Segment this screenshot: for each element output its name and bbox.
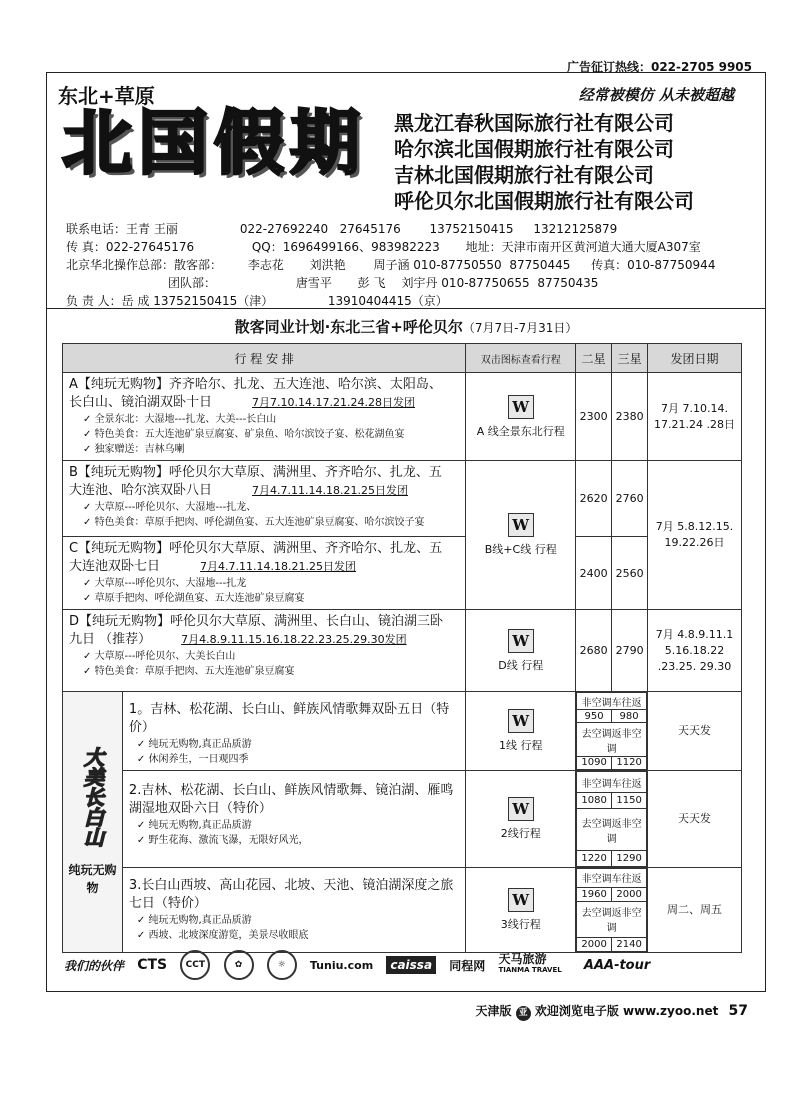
tuniu-logo: Tuniu.com: [309, 958, 374, 972]
price-label: 非空调车往返: [577, 772, 647, 793]
manager: 负 责 人：岳 成 13752150415（津）: [66, 294, 274, 308]
price-three-star: 2000: [612, 887, 647, 901]
company-list: [394, 110, 694, 214]
partners-label: 我们的伙伴: [64, 958, 125, 973]
price-three-star: 2560: [612, 537, 648, 610]
staff-name: 李志花: [247, 258, 284, 272]
route-title: A【纯玩无购物】齐齐哈尔、扎龙、五大连池、哈尔滨、太阳岛、: [69, 377, 442, 392]
route-title: 湖湿地双卧六日（特价）: [128, 801, 272, 816]
price-two-star: 2000: [577, 937, 612, 951]
table-row: [63, 461, 742, 537]
route-highlight: 大草原---呼伦贝尔、大湿地---扎龙、: [94, 502, 257, 513]
address: 地址：天津市南开区黄河道大通大厦A307室: [465, 240, 701, 254]
route-a: A【纯玩无购物】齐齐哈尔、扎龙、五大连池、哈尔滨、太阳岛、 长白山、镜泊湖双卧十日 7月7.10.14.17.21.24.28日发团 ✓ 全景东北：大湿地---扎龙、大美---长白山 ✓ 特色美食：五大连池矿泉豆腐宴、矿泉鱼、哈尔滨饺子宴、松花湖鱼宴 ✓ 独家赠送：吉林乌喇: [63, 373, 466, 461]
table-row: [63, 373, 742, 461]
tianma-logo: [498, 954, 570, 976]
slogan: 经常被模仿 从未被超越: [578, 86, 734, 104]
partner-logos: [64, 950, 744, 984]
fax: 传 真：022-27645176: [66, 240, 195, 254]
price-label: 非空调车往返: [577, 869, 647, 888]
price-label: 去空调返非空调: [577, 809, 647, 850]
route-title: 大连池双卧七日: [69, 559, 161, 574]
team-dept-label: 团队部：: [168, 276, 217, 290]
contact-phone: 13212125879: [533, 222, 618, 236]
departure-dates: 7月 5.8.12.15. 19.22.26日: [648, 461, 742, 610]
website-link[interactable]: 欢迎浏览电子版 www.zyoo.net: [534, 1004, 719, 1018]
company-name: 黑龙江春秋国际旅行社有限公司: [394, 111, 674, 135]
route-highlight: 大草原---呼伦贝尔、大湿地---扎龙: [94, 578, 247, 589]
price-two-star: 1220: [577, 850, 612, 866]
price-three-star: 980: [612, 710, 647, 723]
departure-dates: 天天发: [648, 692, 742, 771]
route-highlight: 全景东北：大湿地---扎龙、大美---长白山: [94, 414, 277, 425]
plan-dates: （7月7日-7月31日）: [462, 321, 578, 335]
departure-dates: 天天发: [648, 771, 742, 868]
footer: [475, 1002, 748, 1021]
route-title: 九日 （推荐）: [69, 632, 152, 647]
partner-logo-icon: ✿: [224, 950, 254, 980]
itinerary-link-2[interactable]: [466, 771, 576, 868]
route-title: B【纯玩无购物】呼伦贝尔大草原、满洲里、齐齐哈尔、扎龙、五: [69, 465, 442, 480]
brand-title: 北国假期: [62, 102, 366, 184]
ad-hotline: 广告征订热线：022-2705 9905: [566, 60, 752, 74]
itinerary-table: [62, 343, 742, 953]
header-two-star: 二星: [576, 344, 612, 373]
route-highlight: 独家赠送：吉林乌喇: [94, 444, 185, 455]
contact-phone: 13752150415: [429, 222, 514, 236]
table-header: [63, 344, 742, 373]
price-three-star: 1150: [612, 793, 647, 809]
contact-phone: 27645176: [339, 222, 401, 236]
route-title: D【纯玩无购物】呼伦贝尔大草原、满洲里、长白山、镜泊湖三卧: [69, 614, 444, 629]
price-two-star: 2620: [576, 461, 612, 537]
divider: [46, 308, 766, 309]
price-grid: [576, 692, 648, 771]
price-label: 非空调车往返: [577, 693, 647, 710]
departure-dates: 周二、周五: [648, 868, 742, 953]
icon-caption: D线 行程: [498, 658, 544, 672]
staff-phone: 周子涵 010-87750550: [373, 258, 502, 272]
icon-caption: B线+C线 行程: [484, 543, 557, 556]
contact-block: [66, 220, 715, 310]
side-vertical-title: 大美长白山: [80, 747, 105, 847]
beijing-fax: 传真：010-87750944: [591, 258, 716, 272]
route-highlight: 西坡、北坡深度游览，美景尽收眼底: [148, 930, 309, 941]
departure-dates: 7月 7.10.14. 17.21.24 .28日: [648, 373, 742, 461]
route-highlight: 特色美食：草原手把肉、呼伦湖鱼宴、五大连池矿泉豆腐宴、哈尔滨饺子宴: [94, 517, 425, 528]
caissa-logo: caissa: [386, 956, 436, 974]
staff-phone: 87750445: [509, 258, 571, 272]
table-row: [63, 771, 742, 868]
price-two-star: 1080: [577, 793, 612, 809]
route-title: 1。吉林、松花湖、长白山、鲜族风情歌舞双卧五日（特价）: [128, 702, 450, 735]
cts-logo: CTS: [137, 957, 168, 973]
route-title: 大连池、哈尔滨双卧八日: [69, 483, 213, 498]
itinerary-link-d[interactable]: [466, 610, 576, 692]
cct-logo: CCT: [180, 950, 210, 980]
route-cb-2: 2.吉林、松花湖、长白山、鲜族风情歌舞、镜泊湖、雁鸣 湖湿地双卧六日（特价） ✓ 纯玩无购物,真正品质游 ✓ 野生花海、激流飞瀑，无限好风光，: [122, 771, 465, 868]
contact-phone: 022-27692240: [239, 222, 329, 236]
header-route: 行 程 安 排: [63, 344, 466, 373]
route-cb-1: 1。吉林、松花湖、长白山、鲜族风情歌舞双卧五日（特价） ✓ 纯玩无购物,真正品质游 ✓ 休闲养生，一日观四季: [122, 692, 465, 771]
route-departure: 7月4.7.11.14.18.21.25日发团: [252, 484, 408, 497]
price-grid: [576, 771, 648, 868]
price-three-star: 2140: [612, 937, 647, 951]
company-name: 吉林北国假期旅行社有限公司: [394, 163, 654, 187]
route-title: 长白山、镜泊湖双卧十日: [69, 395, 213, 410]
route-departure: 7月4.7.11.14.18.21.25日发团: [200, 560, 356, 573]
table-row: [63, 692, 742, 771]
route-highlight: 特色美食：草原手把肉、五大连池矿泉豆腐宴: [94, 666, 295, 677]
route-highlight: 纯玩无购物,真正品质游: [148, 820, 252, 831]
staff-phone: 刘宇丹 010-87750655: [401, 276, 530, 290]
partner-logo-icon: ☼: [267, 950, 297, 980]
price-three-star: 2760: [612, 461, 648, 537]
price-label: 去空调返非空调: [577, 901, 647, 937]
price-three-star: 2380: [612, 373, 648, 461]
route-d: D【纯玩无购物】呼伦贝尔大草原、满洲里、长白山、镜泊湖三卧 九日 （推荐） 7月4.8.9.11.15.16.18.22.23.25.29.30发团 ✓ 大草原---呼伦贝尔、大美长白山 ✓ 特色美食：草原手把肉、五大连池矿泉豆腐宴: [63, 610, 466, 692]
plan-title: [46, 316, 766, 337]
icon-caption: 2线行程: [500, 827, 541, 840]
staff-name: 彭 飞: [357, 276, 386, 290]
price-two-star: 1090: [577, 756, 612, 769]
route-highlight: 野生花海、激流飞瀑，无限好风光，: [148, 835, 309, 846]
route-title: 2.吉林、松花湖、长白山、鲜族风情歌舞、镜泊湖、雁鸣: [128, 783, 454, 798]
route-highlight: 休闲养生，一日观四季: [148, 754, 249, 765]
icon-caption: A 线全景东北行程: [476, 424, 565, 438]
route-title: 3.长白山西坡、高山花园、北坡、天池、镜泊湖深度之旅: [128, 878, 454, 893]
price-three-star: 1120: [612, 756, 647, 769]
price-two-star: 2300: [576, 373, 612, 461]
price-two-star: 2680: [576, 610, 612, 692]
price-two-star: 950: [577, 710, 612, 723]
route-highlight: 特色美食：五大连池矿泉豆腐宴、矿泉鱼、哈尔滨饺子宴、松花湖鱼宴: [94, 429, 405, 440]
page-number: 57: [728, 1003, 748, 1019]
route-highlight: 草原手把肉、呼伦湖鱼宴、五大连池矿泉豆腐宴: [94, 593, 305, 604]
document-icon[interactable]: W: [508, 888, 534, 912]
side-subtitle: 纯玩无购物: [68, 863, 117, 895]
plan-title-text: 散客同业计划·东北三省+呼伦贝尔: [234, 318, 463, 336]
document-icon[interactable]: W: [508, 513, 534, 537]
qq: QQ：1696499166、983982223: [251, 240, 440, 254]
document-icon[interactable]: W: [508, 629, 534, 653]
route-highlight: 纯玩无购物,真正品质游: [148, 739, 252, 750]
route-title: 七日（特价）: [128, 896, 207, 911]
company-name: 呼伦贝尔北国假期旅行社有限公司: [394, 189, 694, 213]
table-row: [63, 537, 742, 610]
price-three-star: 2790: [612, 610, 648, 692]
route-cb-3: 3.长白山西坡、高山花园、北坡、天池、镜泊湖深度之旅 七日（特价） ✓ 纯玩无购物,真正品质游 ✓ 西坡、北坡深度游览，美景尽收眼底: [122, 868, 465, 953]
contact-phone-label: 联系电话：王青 王丽: [66, 222, 178, 236]
route-c: C【纯玩无购物】呼伦贝尔大草原、满洲里、齐齐哈尔、扎龙、五 大连池双卧七日 7月4.7.11.14.18.21.25日发团 ✓ 大草原---呼伦贝尔、大湿地---扎龙 ✓ 草原手把肉、呼伦湖鱼宴、五大连池矿泉豆腐宴: [63, 537, 466, 610]
staff-phone: 87750435: [537, 276, 599, 290]
departure-dates: 7月 4.8.9.11.1 5.16.18.22 .23.25. 29.30: [648, 610, 742, 692]
itinerary-link-a[interactable]: [466, 373, 576, 461]
price-two-star: 2400: [576, 537, 612, 610]
price-two-star: 1960: [577, 887, 612, 901]
edition-badge: 亚: [516, 1006, 531, 1021]
tongcheng-logo: 同程网: [449, 958, 486, 973]
document-icon[interactable]: W: [508, 395, 534, 419]
beijing-hq-label: 北京华北操作总部：散客部：: [66, 258, 223, 272]
route-highlight: 大草原---呼伦贝尔、大美长白山: [94, 651, 236, 662]
header-dates: 发团日期: [648, 344, 742, 373]
table-row: [63, 868, 742, 953]
document-icon[interactable]: W: [508, 797, 534, 821]
edition-label: 天津版: [475, 1004, 512, 1018]
price-label: 去空调返非空调: [577, 723, 647, 757]
header-icon: 双击图标查看行程: [466, 344, 576, 373]
itinerary-link-bc[interactable]: [466, 461, 576, 610]
table-row: [63, 610, 742, 692]
changbai-side-label: [63, 692, 123, 953]
icon-caption: 1线 行程: [498, 739, 543, 752]
route-b: B【纯玩无购物】呼伦贝尔大草原、满洲里、齐齐哈尔、扎龙、五 大连池、哈尔滨双卧八日 7月4.7.11.14.18.21.25日发团 ✓ 大草原---呼伦贝尔、大湿地---扎龙、 ✓ 特色美食：草原手把肉、呼伦湖鱼宴、五大连池矿泉豆腐宴、哈尔滨饺子宴: [63, 461, 466, 537]
itinerary-link-1[interactable]: [466, 692, 576, 771]
company-name: 哈尔滨北国假期旅行社有限公司: [394, 137, 674, 161]
staff-name: 刘洪艳: [309, 258, 346, 272]
route-departure: 7月7.10.14.17.21.24.28日发团: [252, 396, 415, 409]
tianma-name: 天马旅游: [498, 952, 547, 966]
price-grid: [576, 868, 648, 953]
staff-name: 唐雪平: [295, 276, 332, 290]
tianma-en: TIANMA TRAVEL: [498, 966, 562, 974]
route-title: C【纯玩无购物】呼伦贝尔大草原、满洲里、齐齐哈尔、扎龙、五: [69, 541, 443, 556]
header-three-star: 三星: [612, 344, 648, 373]
route-highlight: 纯玩无购物,真正品质游: [148, 915, 252, 926]
route-departure: 7月4.8.9.11.15.16.18.22.23.25.29.30发团: [181, 633, 407, 646]
aaa-tour-logo: AAA-tour: [583, 957, 651, 973]
icon-caption: 3线行程: [500, 918, 541, 931]
region-tag: 东北+草原: [58, 84, 155, 108]
manager-phone: 13910404415（京）: [327, 294, 448, 308]
document-icon[interactable]: W: [508, 709, 534, 733]
itinerary-link-3[interactable]: [466, 868, 576, 953]
price-three-star: 1290: [612, 850, 647, 866]
